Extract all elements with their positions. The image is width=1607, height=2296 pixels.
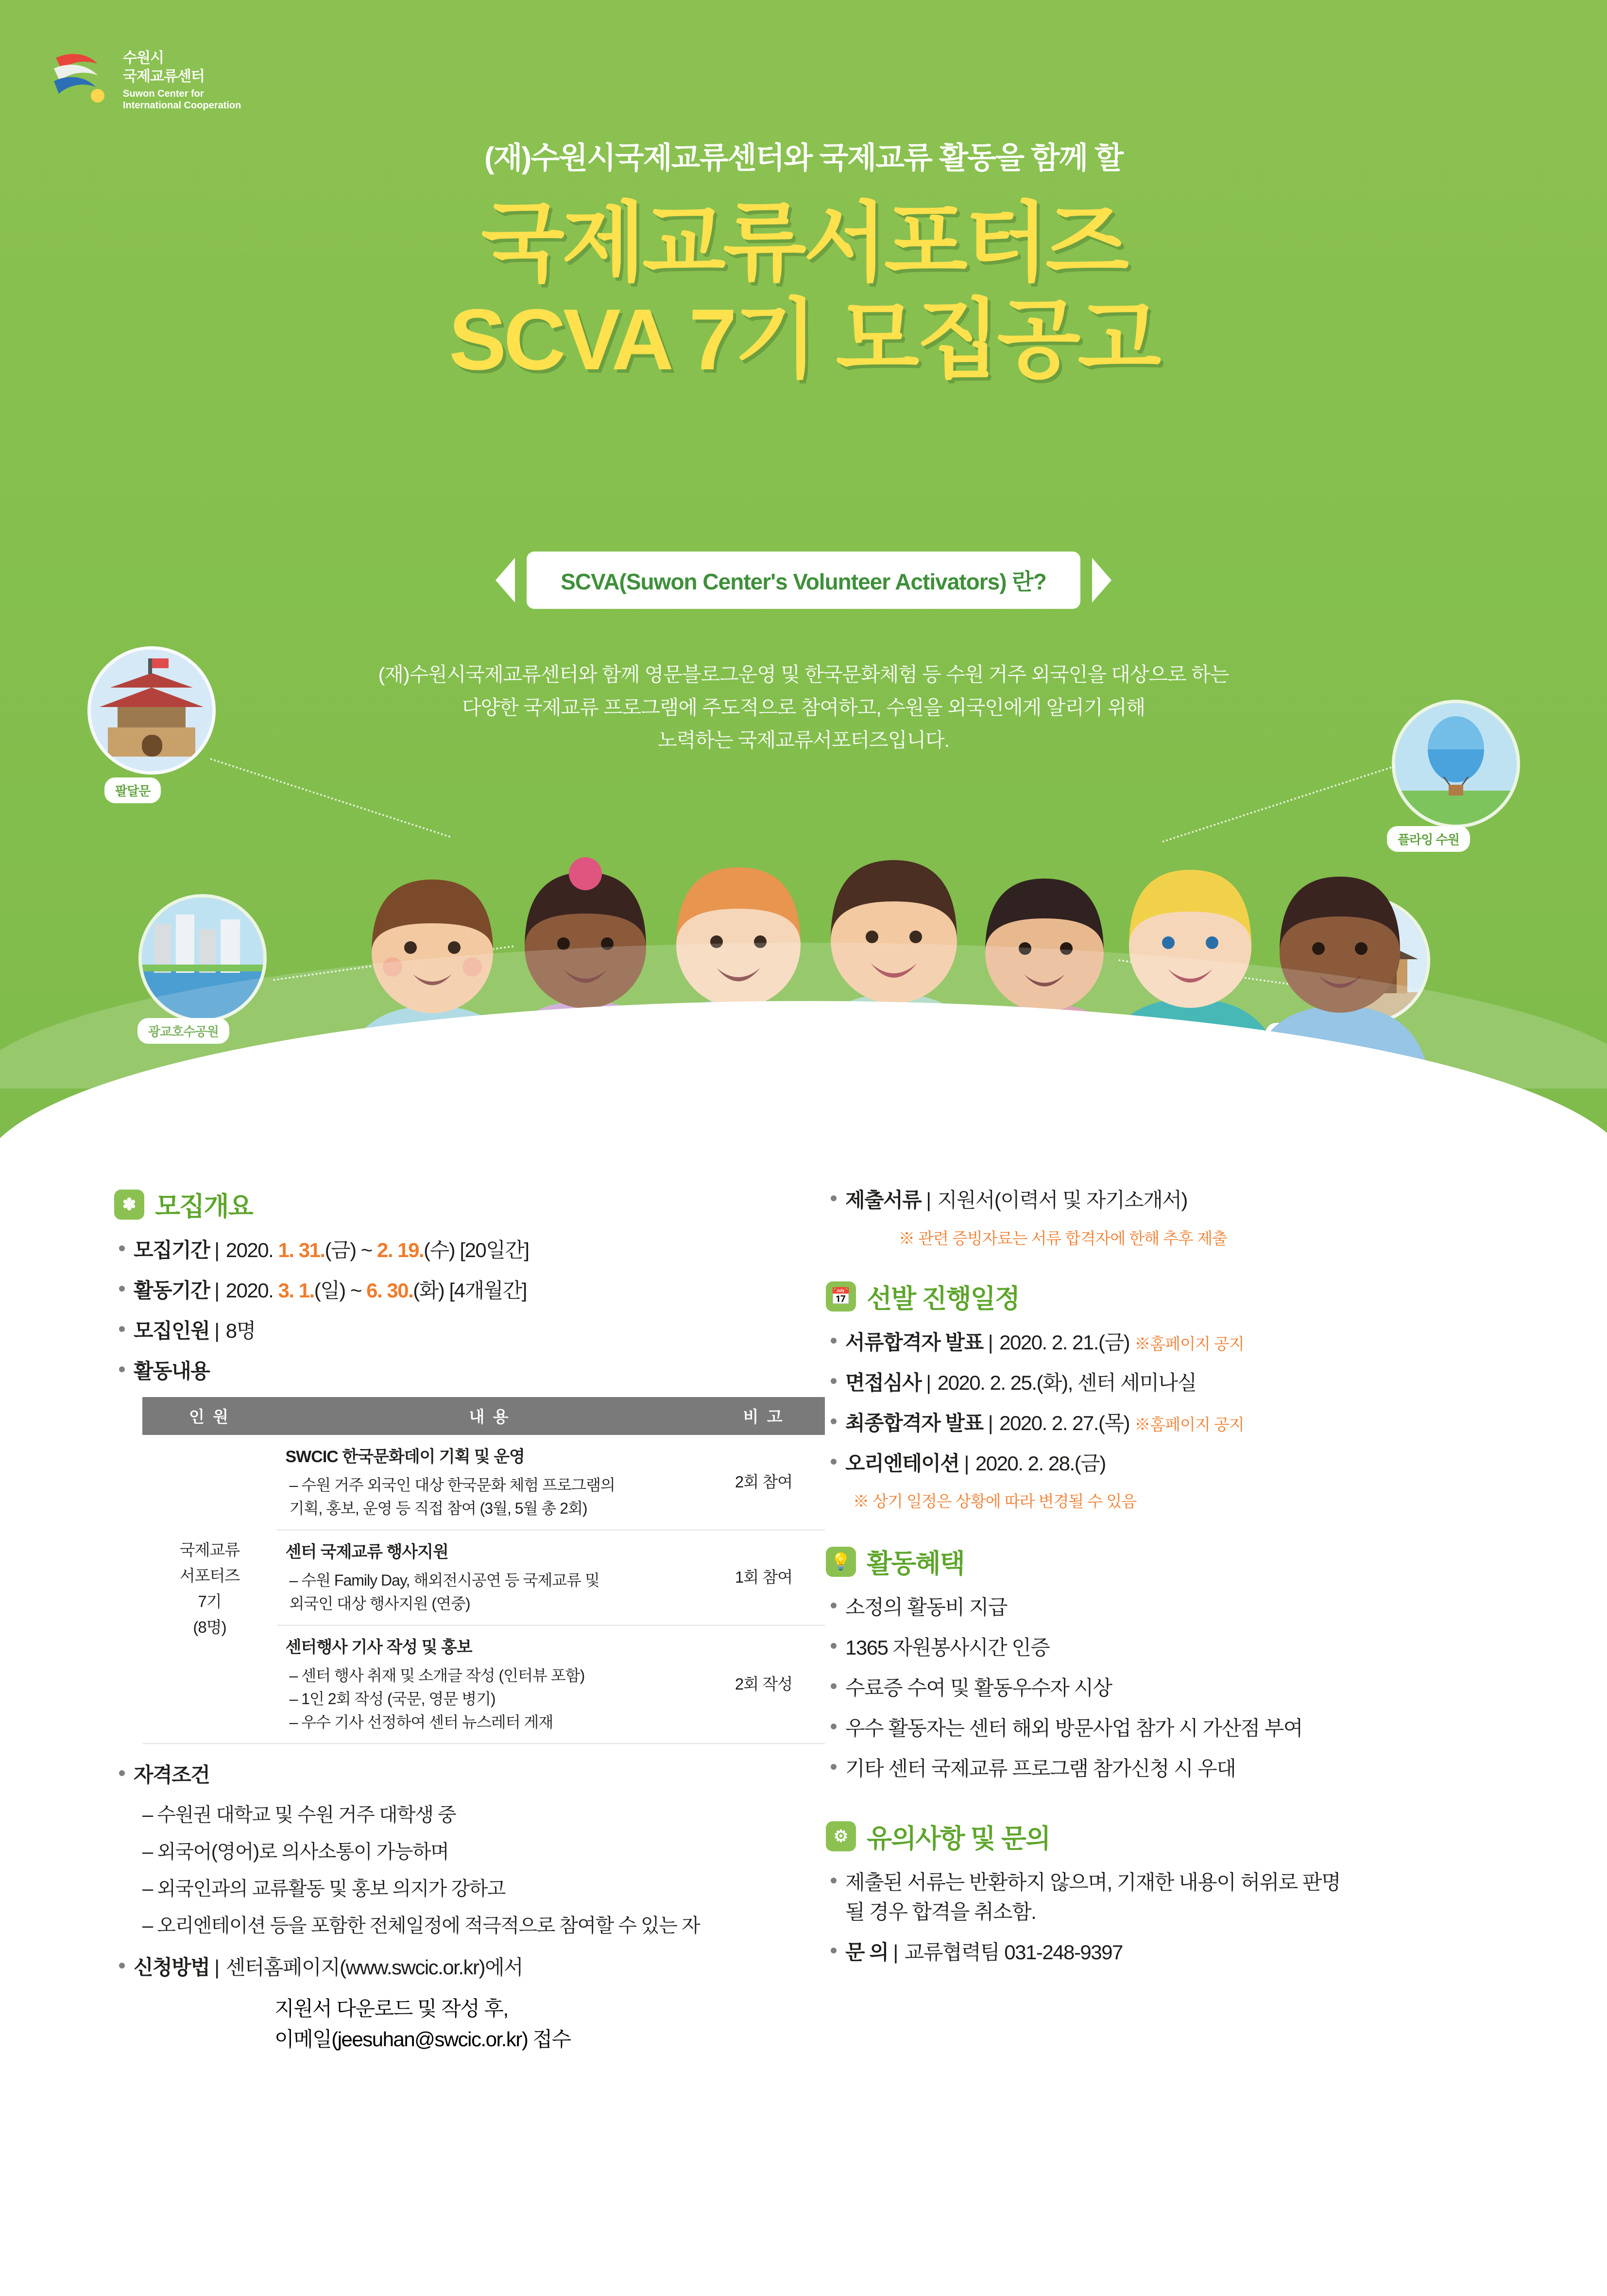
table-cell-content-1 — [277, 1434, 703, 1530]
notice-title: 유의사항 및 문의 — [867, 1824, 1050, 1853]
table-cell-content-2 — [277, 1530, 703, 1625]
hero-title-line2: SCVA 7기 모집공고 — [448, 291, 1159, 388]
content-section — [0, 1166, 1607, 2296]
overview-heading — [114, 1186, 809, 1223]
landmark-gate-image — [87, 646, 216, 775]
schedule-value-4: 2020. 2. 28.(금) — [975, 1451, 1106, 1475]
row3-title: 센터행사 기사 작성 및 홍보 — [285, 1638, 472, 1657]
overview-item-period: 모집기간 | 2020. 1. 31.(금) ~ 2. 19.(수) [20일간] — [114, 1236, 809, 1265]
schedule-label-1: 서류합격자 발표 — [845, 1330, 983, 1354]
notice-contact: 문 의 | 교류협력팀 031-248-9397 — [826, 1938, 1516, 1968]
row2-detail-2: 외국인 대상 행사지원 (연중) — [289, 1594, 470, 1612]
hero-desc-line2: 다양한 국제교류 프로그램에 주도적으로 참여하고, 수원을 외국인에게 알리기 위해 — [462, 696, 1145, 719]
left-column — [114, 1186, 809, 2054]
apply-label: 신청방법 — [134, 1956, 210, 1979]
overview-label-1: 모집기간 — [134, 1239, 210, 1261]
overview-label-4: 활동내용 — [134, 1359, 210, 1382]
schedule-item-1: 서류합격자 발표 | 2020. 2. 21.(금) ※홈페이지 공지 — [826, 1328, 1516, 1358]
gear-icon: ⚙ — [826, 1821, 856, 1851]
hero-subheadline: (재)수원시국제교류센터와 국제교류 활동을 함께 할 — [484, 141, 1123, 175]
schedule-item-2: 면접심사 | 2020. 2. 25.(화), 센터 세미나실 — [826, 1368, 1516, 1398]
overview-item-activities — [114, 1357, 809, 1386]
benefits-title: 활동혜택 — [867, 1549, 964, 1579]
row3-detail-3: – 우수 기사 선정하여 센터 뉴스레터 게재 — [289, 1713, 553, 1731]
gate-icon — [91, 650, 212, 771]
ribbon-banner — [0, 552, 1607, 609]
overview-value-3: 8명 — [225, 1319, 256, 1342]
qualification-heading — [114, 1761, 809, 1790]
table-cell-content-3 — [277, 1625, 703, 1744]
overview-date-1a: 1. 31. — [278, 1239, 325, 1261]
logo-en2: International Cooperation — [123, 100, 241, 111]
table-header-note: 비 고 — [703, 1397, 825, 1434]
overview-sep-1: (금) ~ — [325, 1239, 377, 1261]
schedule-footnote: ※ 상기 일정은 상황에 따라 변경될 수 있음 — [853, 1492, 1137, 1511]
right-column — [826, 1186, 1516, 1978]
flower-icon: ✽ — [114, 1190, 144, 1220]
qualification-item-1: – 수원권 대학교 및 수원 거주 대학생 중 — [142, 1804, 456, 1826]
table-header-row — [143, 1397, 825, 1434]
hero-desc-line3: 노력하는 국제교류서포터즈입니다. — [658, 729, 949, 752]
logo-line1: 수원시 — [123, 50, 164, 66]
notice-heading — [826, 1818, 1516, 1855]
qualification-item-3: – 외국인과의 교류활동 및 홍보 의지가 강하고 — [142, 1878, 505, 1900]
logo — [51, 46, 255, 119]
category-line-4: (8명) — [193, 1618, 226, 1636]
documents-label: 제출서류 — [845, 1189, 922, 1211]
hero-desc-line1: (재)수원시국제교류센터와 함께 영문블로그운영 및 한국문화체험 등 수원 거주 외국인을 대상으로 하는 — [378, 663, 1229, 686]
hero-title-line1: 국제교류서포터즈 — [481, 194, 1126, 291]
schedule-value-2: 2020. 2. 25.(화), 센터 세미나실 — [937, 1371, 1197, 1394]
logo-text — [123, 49, 241, 111]
logo-en1: Suwon Center for — [123, 88, 204, 99]
hero-description — [0, 658, 1607, 757]
overview-pre-2: 2020. — [225, 1278, 274, 1302]
schedule-item-3: 최종합격자 발표 | 2020. 2. 27.(목) ※홈페이지 공지 — [826, 1409, 1516, 1438]
row3-detail-2: – 1인 2회 작성 (국문, 영문 병기) — [289, 1690, 496, 1708]
schedule-title: 선발 진행일정 — [867, 1284, 1019, 1313]
documents-value: 지원서(이력서 및 자기소개서) — [937, 1189, 1187, 1211]
landmark-label-gwanggyo: 광교호수공원 — [137, 1018, 229, 1044]
overview-item-activity-period: 활동기간 | 2020. 3. 1.(일) ~ 6. 30.(화) [4개월간] — [114, 1276, 809, 1306]
benefits-item-1: 소정의 활동비 지급 — [826, 1593, 1516, 1623]
table-header-count: 인 원 — [143, 1397, 277, 1434]
logo-mark-icon — [51, 49, 114, 110]
notice-text-line1: 제출된 서류는 반환하지 않으며, 기재한 내용이 허위로 판명 — [845, 1870, 1341, 1894]
lightbulb-icon: 💡 — [826, 1547, 856, 1577]
chevron-left-icon — [496, 558, 515, 603]
overview-label-3: 모집인원 — [134, 1319, 210, 1342]
row1-detail-1: – 수원 거주 외국인 대상 한국문화 체험 프로그램의 — [289, 1476, 615, 1494]
schedule-label-2: 면접심사 — [845, 1371, 922, 1394]
table-cell-category — [143, 1434, 277, 1744]
overview-pre-1: 2020. — [225, 1239, 274, 1261]
overview-title: 모집개요 — [155, 1192, 253, 1221]
row3-detail-1: – 센터 행사 취재 및 소개글 작성 (인터뷰 포함) — [289, 1666, 585, 1684]
overview-label-2: 활동기간 — [134, 1278, 210, 1302]
category-line-1: 국제교류 — [179, 1541, 240, 1559]
overview-tail-2: (화) [4개월간] — [413, 1278, 527, 1302]
qualification-item-4: – 오리엔테이션 등을 포함한 전체일정에 적극적으로 참여할 수 있는 자 — [142, 1915, 700, 1937]
overview-date-2b: 6. 30. — [366, 1278, 413, 1302]
qualification-item-2: – 외국어(영어)로 의사소통이 가능하며 — [142, 1841, 449, 1863]
benefits-item-3: 수료증 수여 및 활동우수자 시상 — [826, 1674, 1516, 1703]
apply-line1: 센터홈페이지(www.swcic.or.kr)에서 — [225, 1956, 523, 1979]
schedule-value-1: 2020. 2. 21.(금) — [999, 1330, 1130, 1354]
documents-note: ※ 관련 증빙자료는 서류 합격자에 한해 추후 제출 — [899, 1229, 1227, 1247]
logo-line2: 국제교류센터 — [123, 68, 205, 85]
landmark-label-flying: 플라잉 수원 — [1387, 826, 1470, 852]
overview-date-1b: 2. 19. — [377, 1239, 424, 1261]
benefits-item-5: 기타 센터 국제교류 프로그램 참가신청 시 우대 — [826, 1754, 1516, 1784]
overview-item-headcount: 모집인원 | 8명 — [114, 1316, 809, 1346]
schedule-note-1: ※홈페이지 공지 — [1134, 1334, 1244, 1353]
hero-title — [0, 194, 1607, 388]
table-row — [143, 1434, 825, 1530]
table-cell-note-1: 2회 참여 — [703, 1434, 825, 1530]
chevron-right-icon — [1092, 558, 1111, 603]
schedule-label-4: 오리엔테이션 — [845, 1451, 959, 1475]
activity-table — [142, 1397, 825, 1744]
contact-label: 문 의 — [845, 1940, 889, 1964]
schedule-label-3: 최종합격자 발표 — [845, 1411, 983, 1434]
benefits-item-4: 우수 활동자는 센터 해외 방문사업 참가 시 가산점 부여 — [826, 1714, 1516, 1744]
schedule-item-4: 오리엔테이션 | 2020. 2. 28.(금) — [826, 1449, 1516, 1479]
schedule-value-3: 2020. 2. 27.(목) — [999, 1411, 1130, 1434]
row2-detail-1: – 수원 Family Day, 해외전시공연 등 국제교류 및 — [289, 1571, 599, 1589]
row1-title: SWCIC 한국문화데이 기획 및 운영 — [285, 1447, 525, 1466]
table-cell-note-3: 2회 작성 — [703, 1625, 825, 1744]
category-line-3: 7기 — [198, 1592, 222, 1611]
overview-date-2a: 3. 1. — [278, 1278, 314, 1302]
apply-method: 신청방법 | 센터홈페이지(www.swcic.or.kr)에서 — [114, 1953, 809, 1983]
row2-title: 센터 국제교류 행사지원 — [285, 1542, 448, 1561]
benefits-item-2: 1365 자원봉사시간 인증 — [826, 1633, 1516, 1663]
documents-item: 제출서류 | 지원서(이력서 및 자기소개서) — [826, 1186, 1516, 1215]
calendar-icon: 📅 — [826, 1281, 856, 1312]
category-line-2: 서포터즈 — [179, 1567, 240, 1585]
schedule-heading — [826, 1278, 1516, 1315]
apply-line3: 이메일(jeesuhan@swcic.or.kr) 접수 — [274, 2028, 571, 2051]
overview-sep-2: (일) ~ — [314, 1278, 367, 1302]
table-header-content: 내 용 — [277, 1397, 703, 1434]
apply-line2: 지원서 다운로드 및 작성 후, — [274, 1997, 508, 2020]
schedule-note-3: ※홈페이지 공지 — [1134, 1415, 1244, 1433]
notice-item-1 — [826, 1868, 1516, 1927]
notice-text-line2: 될 경우 합격을 취소함. — [845, 1900, 1036, 1923]
ribbon-label: SCVA(Suwon Center's Volunteer Activators) 란? — [527, 552, 1080, 609]
overview-tail-1: (수) [20일간] — [424, 1239, 529, 1261]
landmark-label-paldalmun: 팔달문 — [104, 777, 161, 803]
qualification-label: 자격조건 — [134, 1763, 210, 1786]
benefits-heading — [826, 1543, 1516, 1580]
contact-value: 교류협력팀 031-248-9397 — [904, 1940, 1123, 1964]
row1-detail-2: 기획, 홍보, 운영 등 직접 참여 (3월, 5월 총 2회) — [289, 1499, 587, 1517]
table-cell-note-2: 1회 참여 — [703, 1530, 825, 1625]
